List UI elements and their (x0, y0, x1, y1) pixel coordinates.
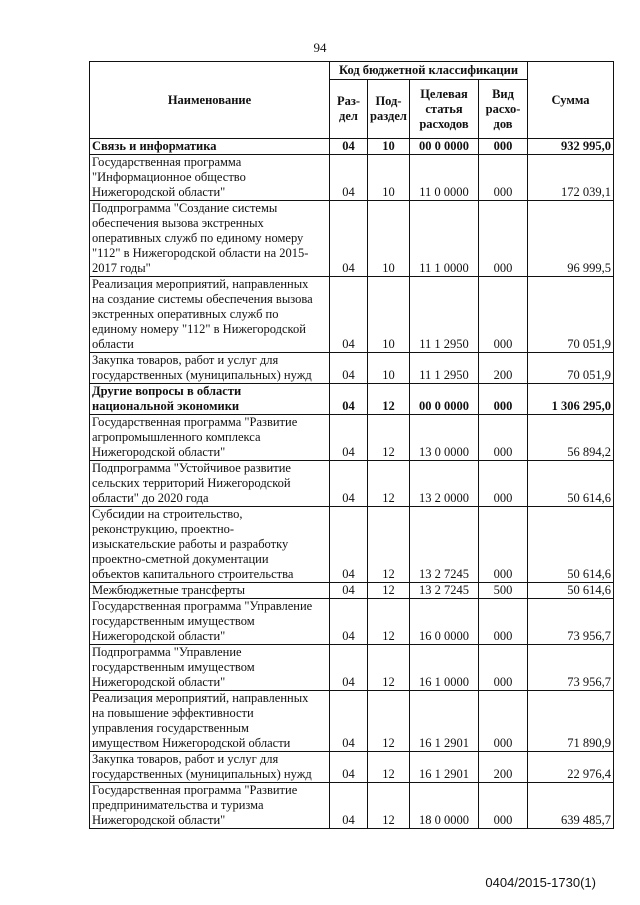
row-razdel: 04 (330, 645, 368, 691)
row-target-article: 16 1 0000 (410, 645, 479, 691)
budget-table (89, 61, 614, 829)
row-sum: 71 890,9 (528, 691, 614, 752)
row-razdel: 04 (330, 415, 368, 461)
row-sum: 639 485,7 (528, 783, 614, 829)
row-razdel: 04 (330, 783, 368, 829)
row-podrazdel: 12 (368, 461, 410, 507)
row-name: Реализация мероприятий, направленных на создание системы обеспечения вызова экстренных оперативных служб по единому номеру "112" в Нижегородской области (90, 277, 330, 353)
row-podrazdel: 12 (368, 507, 410, 583)
table-row (90, 645, 614, 691)
row-sum: 70 051,9 (528, 353, 614, 384)
header-target-article: Целевая статья расходов (410, 80, 479, 139)
row-sum: 73 956,7 (528, 599, 614, 645)
row-sum: 56 894,2 (528, 415, 614, 461)
row-razdel: 04 (330, 201, 368, 277)
row-podrazdel: 10 (368, 353, 410, 384)
row-razdel: 04 (330, 353, 368, 384)
row-razdel: 04 (330, 599, 368, 645)
row-name: Государственная программа "Развитие предпринимательства и туризма Нижегородской области" (90, 783, 330, 829)
row-target-article: 11 1 2950 (410, 353, 479, 384)
row-expense-type: 000 (479, 461, 528, 507)
row-name: Субсидии на строительство, реконструкцию, проектно- изыскательские работы и разработку проектно-сметной документации объектов капитального строительства (90, 507, 330, 583)
row-expense-type: 000 (479, 415, 528, 461)
row-target-article: 16 1 2901 (410, 752, 479, 783)
header-name: Наименование (90, 62, 330, 139)
row-sum: 50 614,6 (528, 461, 614, 507)
table-row (90, 353, 614, 384)
table-row (90, 583, 614, 599)
row-name: Государственная программа "Развитие агропромышленного комплекса Нижегородской области" (90, 415, 330, 461)
row-expense-type: 200 (479, 353, 528, 384)
header-classification: Код бюджетной классификации (330, 62, 528, 80)
table-row (90, 277, 614, 353)
row-podrazdel: 12 (368, 691, 410, 752)
row-target-article: 11 0 0000 (410, 155, 479, 201)
row-podrazdel: 10 (368, 139, 410, 155)
row-expense-type: 500 (479, 583, 528, 599)
row-name: Закупка товаров, работ и услуг для государственных (муниципальных) нужд (90, 752, 330, 783)
row-expense-type: 000 (479, 507, 528, 583)
table-row (90, 139, 614, 155)
row-name: Подпрограмма "Управление государственным имуществом Нижегородской области" (90, 645, 330, 691)
row-sum: 1 306 295,0 (528, 384, 614, 415)
row-target-article: 00 0 0000 (410, 139, 479, 155)
document-code: 0404/2015-1730(1) (485, 875, 596, 890)
row-name: Государственная программа "Управление государственным имуществом Нижегородской области" (90, 599, 330, 645)
table-row (90, 507, 614, 583)
row-sum: 50 614,6 (528, 583, 614, 599)
row-target-article: 18 0 0000 (410, 783, 479, 829)
table-row (90, 691, 614, 752)
table-row (90, 201, 614, 277)
row-expense-type: 000 (479, 139, 528, 155)
row-sum: 172 039,1 (528, 155, 614, 201)
row-podrazdel: 12 (368, 645, 410, 691)
row-razdel: 04 (330, 277, 368, 353)
row-sum: 932 995,0 (528, 139, 614, 155)
row-sum: 22 976,4 (528, 752, 614, 783)
row-expense-type: 200 (479, 752, 528, 783)
row-razdel: 04 (330, 139, 368, 155)
row-sum: 70 051,9 (528, 277, 614, 353)
header-expense-type: Вид расхо- дов (479, 80, 528, 139)
row-razdel: 04 (330, 155, 368, 201)
page-number: 94 (313, 40, 327, 55)
row-name: Государственная программа "Информационное общество Нижегородской области" (90, 155, 330, 201)
table-row (90, 415, 614, 461)
row-podrazdel: 12 (368, 783, 410, 829)
row-target-article: 13 2 7245 (410, 507, 479, 583)
row-sum: 96 999,5 (528, 201, 614, 277)
row-target-article: 11 1 0000 (410, 201, 479, 277)
row-name: Межбюджетные трансферты (90, 583, 330, 599)
row-podrazdel: 10 (368, 277, 410, 353)
row-podrazdel: 10 (368, 155, 410, 201)
row-target-article: 16 1 2901 (410, 691, 479, 752)
table-row (90, 461, 614, 507)
row-razdel: 04 (330, 691, 368, 752)
row-podrazdel: 12 (368, 384, 410, 415)
header-podrazdel: Под- раздел (368, 80, 410, 139)
row-target-article: 13 2 7245 (410, 583, 479, 599)
row-expense-type: 000 (479, 645, 528, 691)
row-expense-type: 000 (479, 201, 528, 277)
table-row (90, 384, 614, 415)
row-podrazdel: 12 (368, 415, 410, 461)
row-razdel: 04 (330, 583, 368, 599)
row-target-article: 13 2 0000 (410, 461, 479, 507)
row-podrazdel: 12 (368, 599, 410, 645)
table-row (90, 752, 614, 783)
row-expense-type: 000 (479, 277, 528, 353)
row-expense-type: 000 (479, 691, 528, 752)
row-name: Реализация мероприятий, направленных на повышение эффективности управления государственным имуществом Нижегородской области (90, 691, 330, 752)
row-name: Подпрограмма "Устойчивое развитие сельских территорий Нижегородской области" до 2020 года (90, 461, 330, 507)
row-sum: 50 614,6 (528, 507, 614, 583)
row-razdel: 04 (330, 384, 368, 415)
row-target-article: 16 0 0000 (410, 599, 479, 645)
header-razdel: Раз- дел (330, 80, 368, 139)
table-row (90, 783, 614, 829)
row-expense-type: 000 (479, 155, 528, 201)
row-expense-type: 000 (479, 384, 528, 415)
row-target-article: 13 0 0000 (410, 415, 479, 461)
row-razdel: 04 (330, 461, 368, 507)
row-name: Подпрограмма "Создание системы обеспечения вызова экстренных оперативных служб по единому номеру "112" в Нижегородской области на 2015- 2017 годы" (90, 201, 330, 277)
row-podrazdel: 12 (368, 583, 410, 599)
table-row (90, 155, 614, 201)
row-expense-type: 000 (479, 783, 528, 829)
table-row (90, 599, 614, 645)
row-podrazdel: 12 (368, 752, 410, 783)
row-name: Другие вопросы в области национальной экономики (90, 384, 330, 415)
row-target-article: 11 1 2950 (410, 277, 479, 353)
row-razdel: 04 (330, 507, 368, 583)
row-razdel: 04 (330, 752, 368, 783)
row-expense-type: 000 (479, 599, 528, 645)
row-name: Связь и информатика (90, 139, 330, 155)
row-sum: 73 956,7 (528, 645, 614, 691)
row-podrazdel: 10 (368, 201, 410, 277)
row-name: Закупка товаров, работ и услуг для государственных (муниципальных) нужд (90, 353, 330, 384)
row-target-article: 00 0 0000 (410, 384, 479, 415)
header-sum: Сумма (528, 62, 614, 139)
